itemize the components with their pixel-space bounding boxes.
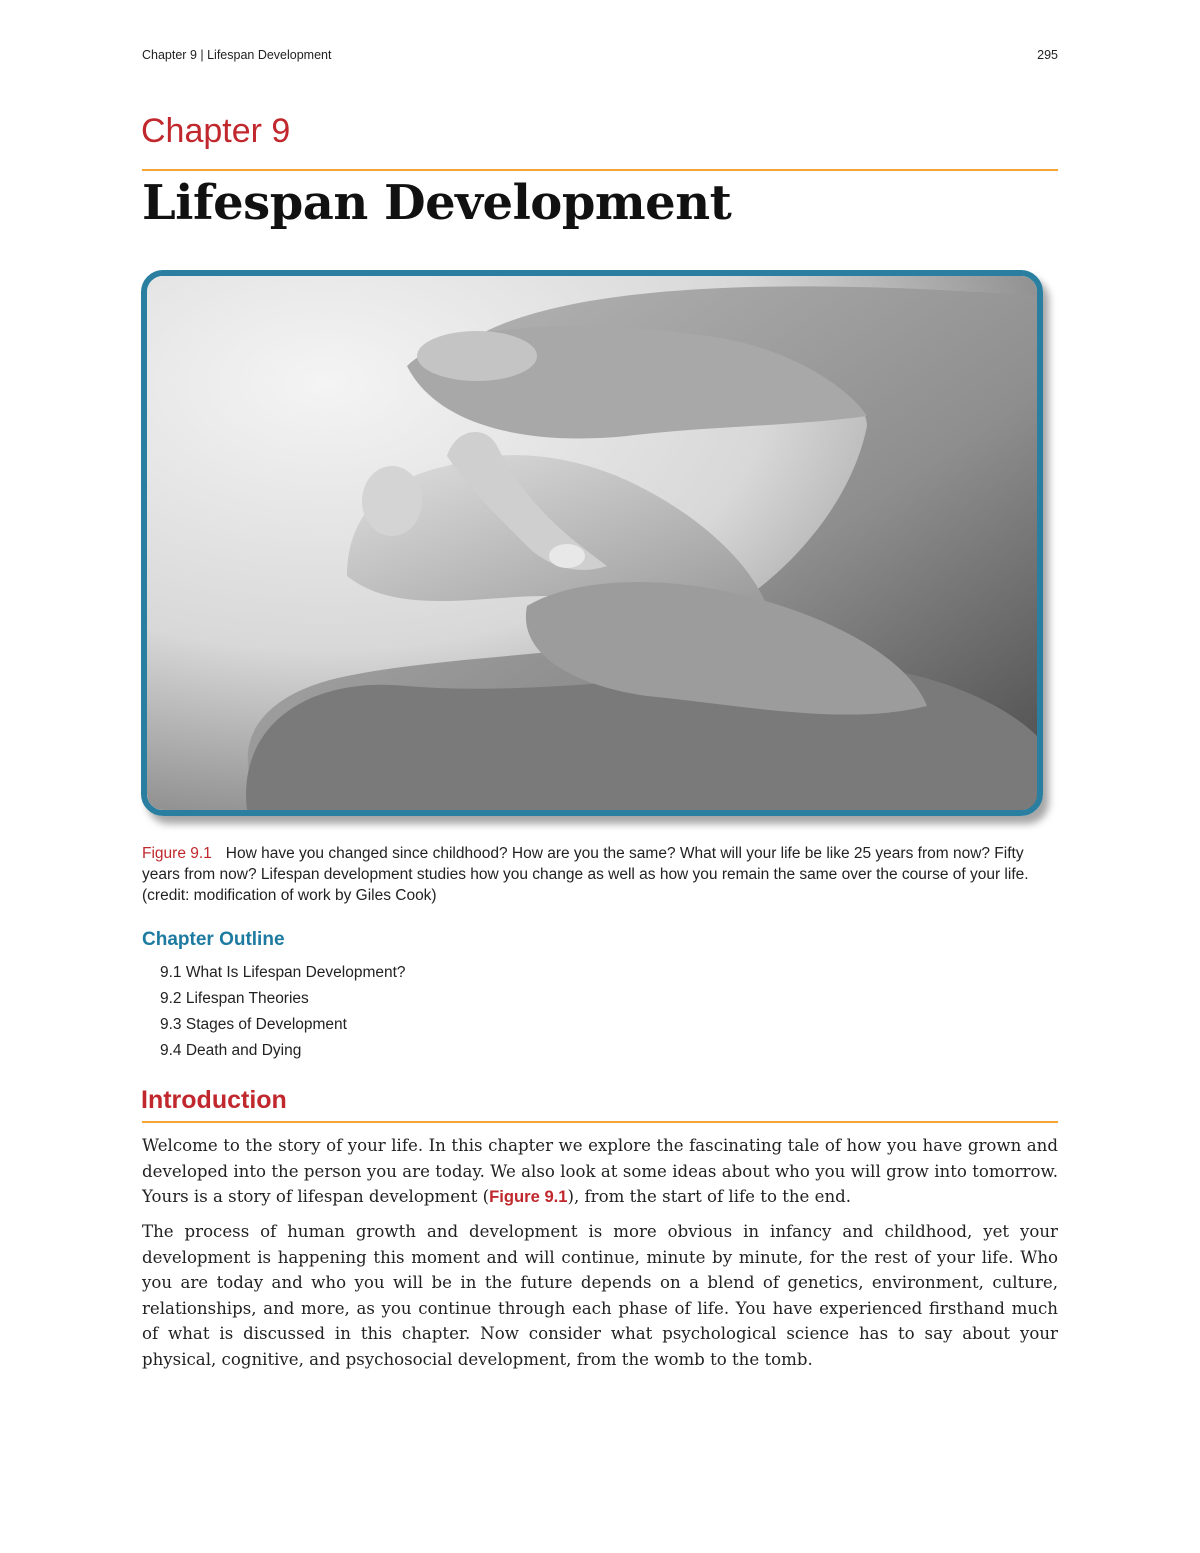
introduction-heading: Introduction <box>141 1086 287 1114</box>
intro-paragraph-1 <box>142 1133 1058 1210</box>
chapter-rule <box>142 169 1058 171</box>
outline-list <box>160 960 406 1064</box>
figure-label: Figure 9.1 <box>142 845 212 862</box>
running-title: Chapter 9 | Lifespan Development <box>142 48 332 62</box>
intro-p1-before: Welcome to the story of your life. In this chapter we explore the fascinating tale of how you have grown and developed into the person you are today. We also look at some ideas about who you will grow into tomorrow. Yours is a story of lifespan development ( <box>142 1136 1058 1206</box>
running-header <box>142 48 1058 62</box>
introduction-rule <box>142 1121 1058 1123</box>
outline-heading: Chapter Outline <box>142 929 285 950</box>
outline-item[interactable]: 9.2 Lifespan Theories <box>160 990 309 1007</box>
figure-caption <box>142 843 1058 906</box>
outline-item[interactable]: 9.3 Stages of Development <box>160 1016 347 1033</box>
chapter-title: Lifespan Development <box>142 175 732 231</box>
page-number: 295 <box>1037 48 1058 62</box>
figure-caption-text: How have you changed since childhood? How are you the same? What will your life be like 25 years from now? Fifty years from now? Lifespan development studies how you change as well as how you remain the same over the course of your life. (credit: modification of work by Giles Cook) <box>142 845 1029 904</box>
outline-item[interactable]: 9.1 What Is Lifespan Development? <box>160 964 406 981</box>
intro-paragraph-2: The process of human growth and development is more obvious in infancy and childhood, yet your development is happening this moment and will continue, minute by minute, for the rest of your life. Who you are today and who you will be in the future depends on a blend of genetics, environment, culture, relationships, and more, as you continue through each phase of life. You have experienced firsthand much of what is discussed in this chapter. Now consider what psychological science has to say about your physical, cognitive, and psychosocial development, from the womb to the tomb. <box>142 1222 1058 1369</box>
figure-link[interactable]: Figure 9.1 <box>489 1187 568 1206</box>
figure-image <box>141 270 1043 816</box>
hands-photo <box>147 276 1037 810</box>
chapter-label: Chapter 9 <box>141 112 291 150</box>
outline-item[interactable]: 9.4 Death and Dying <box>160 1042 302 1059</box>
intro-p1-after: ), from the start of life to the end. <box>567 1187 852 1206</box>
